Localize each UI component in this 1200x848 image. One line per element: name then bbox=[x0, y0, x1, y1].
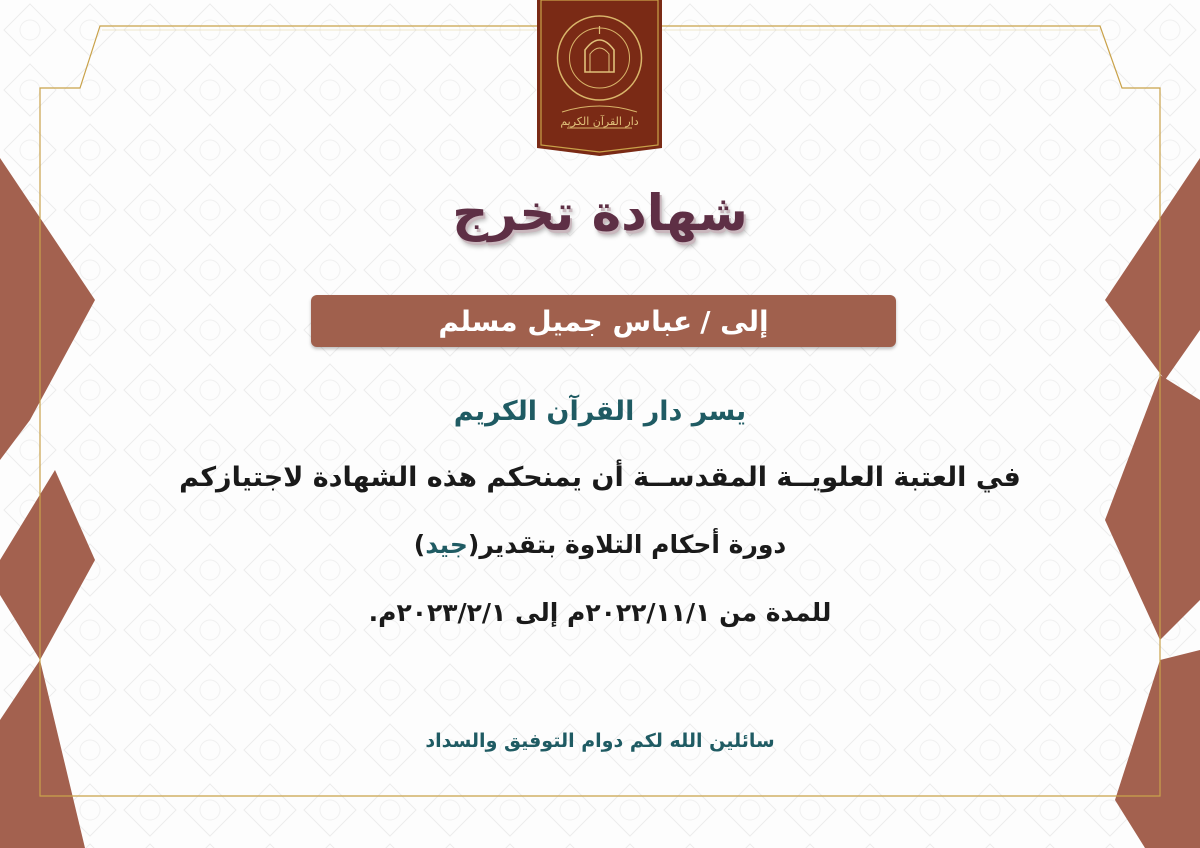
recipient-prefix: إلى / bbox=[700, 304, 769, 338]
right-chevron-upper bbox=[1105, 158, 1200, 380]
recipient-name: عباس جميل مسلم bbox=[438, 304, 693, 338]
closing-line: سائلين الله لكم دوام التوفيق والسداد bbox=[425, 730, 775, 752]
course-line bbox=[150, 530, 1050, 559]
grade-value: جيد bbox=[425, 530, 468, 559]
left-chevron-bottom bbox=[0, 660, 85, 848]
right-chevron-middle bbox=[1105, 375, 1200, 640]
period-line: للمدة من ٢٠٢٢/١١/١م إلى ٢٠٢٣/٢/١م. bbox=[368, 598, 832, 627]
recipient-bar bbox=[311, 295, 896, 347]
course-text: دورة أحكام التلاوة بتقدير bbox=[479, 530, 787, 559]
left-chevron-lower bbox=[0, 470, 95, 660]
right-chevron-lower bbox=[1115, 650, 1200, 848]
grant-line: في العتبة العلويــة المقدســة أن يمنحكم هذه الشهادة لاجتيازكم bbox=[179, 462, 1021, 493]
svg-text:دار القرآن الكريم: دار القرآن الكريم bbox=[560, 115, 639, 128]
intro-line: يسر دار القرآن الكريم bbox=[453, 396, 747, 427]
emblem-logo bbox=[537, 0, 662, 156]
grade-close-paren: ) bbox=[413, 530, 426, 559]
certificate-title: شهادة تخرج bbox=[452, 184, 748, 242]
grade-open-paren: ( bbox=[467, 530, 480, 559]
left-chevron-upper bbox=[0, 158, 95, 460]
